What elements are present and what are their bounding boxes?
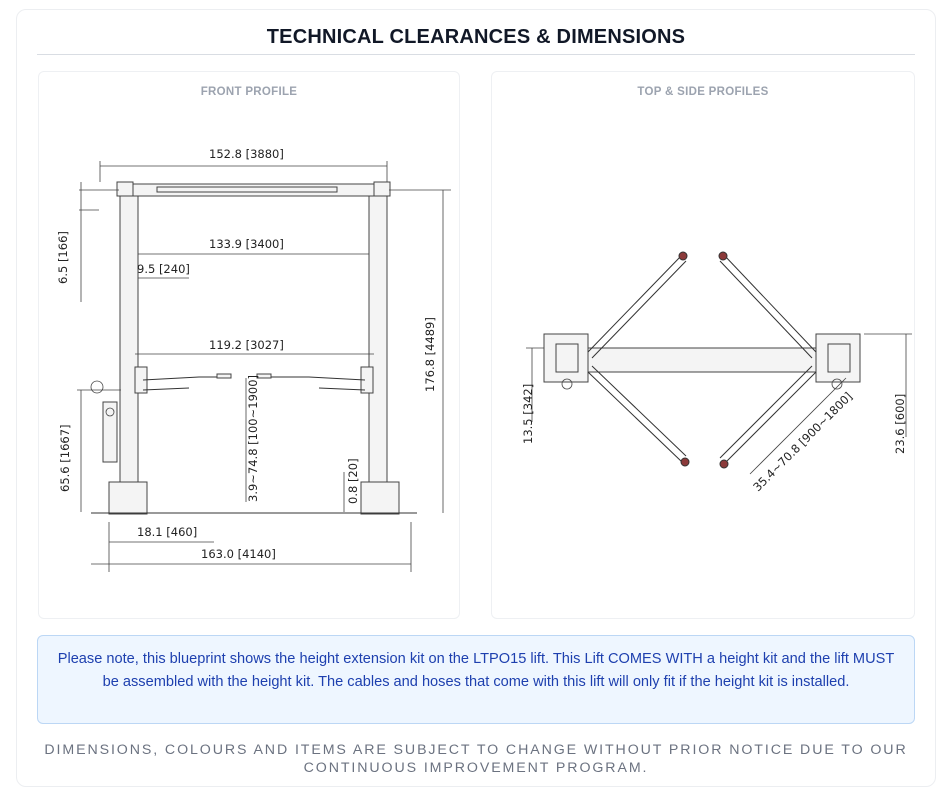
- front-profile-drawing: [39, 72, 461, 620]
- top-side-profile-drawing: [492, 72, 916, 620]
- dim-pad-height: 3.9~74.8 [100~1900]: [246, 374, 260, 502]
- dim-base-offset: 18.1 [460]: [137, 525, 198, 539]
- dim-base-depth: 23.6 [600]: [893, 393, 907, 454]
- top-side-profile-panel: [491, 71, 915, 619]
- front-profile-panel: [38, 71, 460, 619]
- title-divider: [37, 54, 915, 55]
- dim-height: 176.8 [4489]: [423, 317, 437, 392]
- dim-arm-reach: 35.4~70.8 [900~1800]: [750, 389, 856, 495]
- dim-lower-height: 65.6 [1667]: [58, 424, 72, 492]
- dim-floor-clear: 0.8 [20]: [346, 458, 360, 504]
- height-kit-note: Please note, this blueprint shows the height extension kit on the LTPO15 lift. This Lift COMES WITH a height kit and the lift MUST be assembled with the height kit. The cables and hoses that come with this lift will only fit if the height kit is installed.: [37, 635, 915, 724]
- dim-arm-span: 119.2 [3027]: [209, 338, 284, 352]
- dimensions-card: [16, 9, 936, 787]
- dim-inner-width: 133.9 [3400]: [209, 237, 284, 251]
- dim-post-depth: 13.5 [342]: [521, 383, 535, 444]
- dim-top-offset: 6.5 [166]: [56, 231, 70, 284]
- dim-base-width: 163.0 [4140]: [201, 547, 276, 561]
- dim-offset: 9.5 [240]: [137, 262, 190, 276]
- front-profile-label: FRONT PROFILE: [200, 86, 298, 98]
- disclaimer-text: DIMENSIONS, COLOURS AND ITEMS ARE SUBJECT TO CHANGE WITHOUT PRIOR NOTICE DUE TO OUR CONTINUOUS IMPROVEMENT PROGRAM.: [44, 742, 908, 776]
- dim-overall-width: 152.8 [3880]: [209, 147, 284, 161]
- section-title: TECHNICAL CLEARANCES & DIMENSIONS: [266, 26, 686, 48]
- top-side-profile-label: TOP & SIDE PROFILES: [637, 86, 769, 98]
